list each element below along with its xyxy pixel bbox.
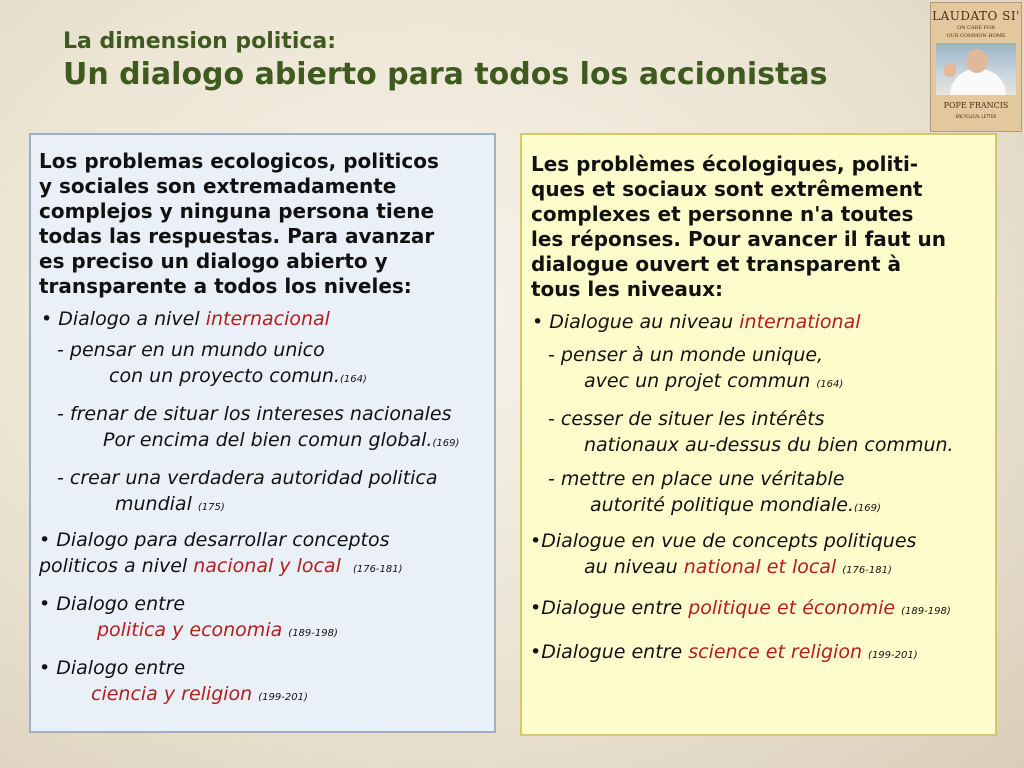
book-cover-image: [930, 2, 1022, 132]
bullet-label: • Dialogue au niveau: [532, 311, 740, 333]
intro-line: es preciso un dialogo abierto y: [39, 249, 388, 273]
spanish-intro-paragraph: [39, 149, 494, 299]
reference-number: (164): [339, 374, 367, 385]
bullet-highlight: ciencia y religion: [91, 683, 253, 705]
intro-line: transparente a todos los niveles:: [39, 274, 412, 298]
reference-number: (176-181): [842, 565, 892, 576]
sub-item-line: nationaux au-dessus du bien commun.: [584, 434, 954, 456]
bullet-politics-economy: • Dialogo entre: [39, 593, 186, 615]
bullet-international: [41, 306, 494, 332]
title-area: [63, 28, 828, 94]
bullet-continuation: au niveau national et local (176-181): [584, 556, 892, 578]
bullet-continuation: [91, 681, 494, 711]
bullet-science-religion: • Dialogo entre: [39, 657, 186, 679]
intro-line: les réponses. Pour avancer il faut un: [531, 227, 947, 251]
sub-item-line: Por encima del bien comun global.(169): [103, 429, 460, 451]
bullet-politics-economy: •Dialogue entre politique et économie (189-198): [530, 597, 951, 619]
book-subtitle-line-2: OUR COMMON HOME: [946, 33, 1006, 39]
intro-line: dialogue ouvert et transparent à: [531, 252, 901, 276]
bullet-label: • Dialogo a nivel: [41, 308, 206, 330]
bullet-continuation: [97, 617, 494, 647]
sub-item-line: - frenar de situar los intereses nacionales: [57, 403, 452, 425]
intro-line: todas las respuestas. Para avanzar: [39, 224, 435, 248]
french-intro-paragraph: [531, 152, 995, 302]
book-author: POPE FRANCIS: [943, 101, 1009, 110]
intro-line: y sociales son extremadamente: [39, 174, 397, 198]
reference-number: (199-201): [868, 650, 918, 661]
bullet-highlight: politica y economia: [97, 619, 283, 641]
book-publisher: ENCYCLICAL LETTER: [955, 114, 997, 119]
sub-item-line: mundial (175): [115, 493, 225, 515]
spanish-text-panel: [29, 133, 496, 733]
bullet-highlight: nacional y local: [193, 555, 341, 577]
bullet-highlight: science et religion: [688, 641, 862, 663]
slide-subtitle: La dimension politica:: [63, 29, 337, 54]
intro-line: complexes et personne n'a toutes: [531, 202, 914, 226]
intro-line: tous les niveaux:: [531, 277, 724, 301]
sub-item-line: - penser à un monde unique,: [548, 344, 824, 366]
reference-number: (169): [432, 438, 460, 449]
slide-title: Un dialogo abierto para todos los accionistas: [63, 57, 828, 92]
pope-photo: [936, 43, 1016, 95]
sub-item-line: - mettre en place une véritable: [548, 468, 845, 490]
book-title: LAUDATO SI': [932, 9, 1020, 23]
intro-line: complejos y ninguna persona tiene: [39, 199, 435, 223]
bullet-highlight: internacional: [205, 308, 330, 330]
bullet-highlight: international: [739, 311, 861, 333]
sub-item-line: avec un projet commun (164): [584, 370, 844, 392]
intro-line: Les problèmes écologiques, politi-: [531, 152, 919, 176]
bullet-international: [532, 309, 995, 335]
intro-line: Los problemas ecologicos, politicos: [39, 149, 439, 173]
sub-item-line: con un proyecto comun.(164): [109, 365, 367, 387]
french-text-panel: [520, 133, 997, 736]
sub-item-line: - crear una verdadera autoridad politica: [57, 467, 438, 489]
bullet-science-religion: •Dialogue entre science et religion (199-201): [530, 641, 918, 663]
reference-number: (175): [197, 502, 225, 513]
bullet-continuation: politicos a nivel nacional y local (176-181): [39, 555, 403, 577]
sub-item-line: - pensar en un mundo unico: [57, 339, 325, 361]
reference-number: (176-181): [352, 564, 403, 575]
bullet-national-local: •Dialogue en vue de concepts politiques: [530, 530, 917, 552]
reference-number: (164): [816, 379, 844, 390]
reference-number: (199-201): [258, 692, 308, 703]
sub-item-line: - cesser de situer les intérêts: [548, 408, 825, 430]
reference-number: (189-198): [901, 606, 951, 617]
bullet-highlight: politique et économie: [688, 597, 896, 619]
intro-line: ques et sociaux sont extrêmement: [531, 177, 923, 201]
bullet-national-local: • Dialogo para desarrollar conceptos: [39, 529, 390, 551]
book-subtitle-line-1: ON CARE FOR: [957, 25, 995, 31]
reference-number: (189-198): [288, 628, 338, 639]
reference-number: (169): [854, 503, 881, 514]
sub-item-line: autorité politique mondiale.(169): [590, 494, 881, 516]
bullet-highlight: national et local: [683, 556, 837, 578]
